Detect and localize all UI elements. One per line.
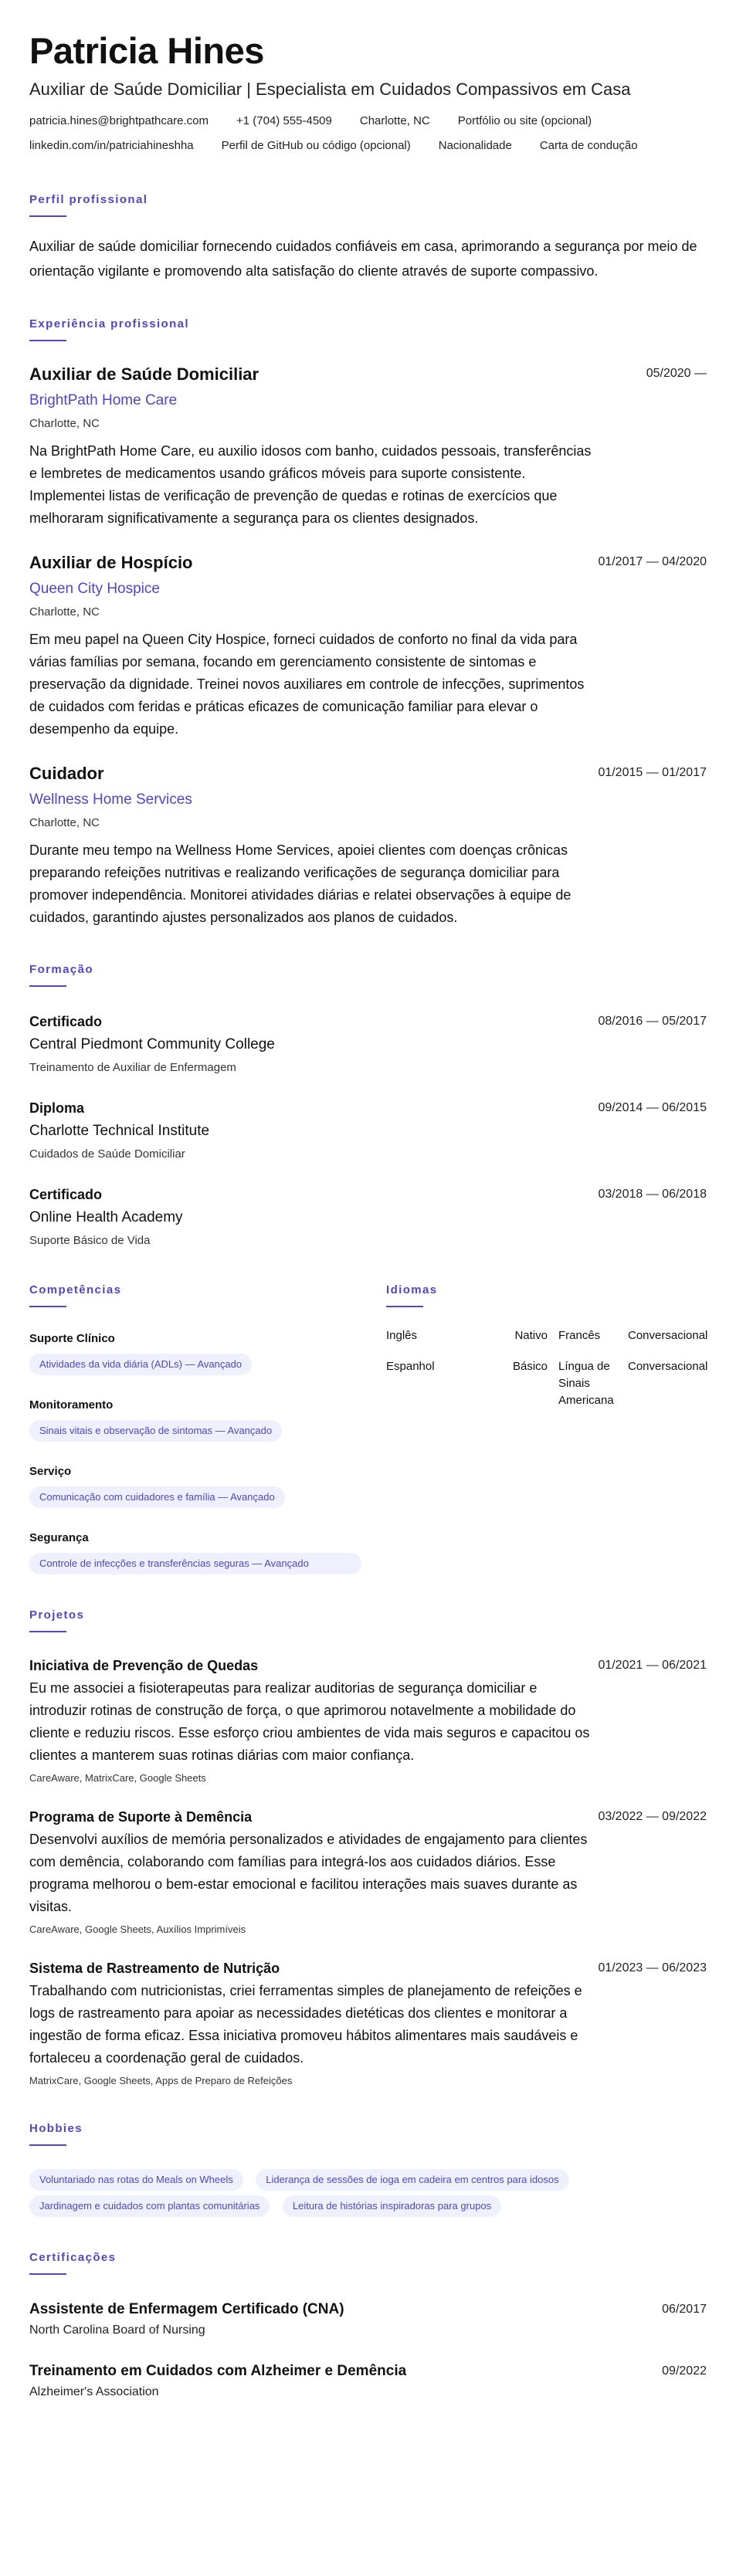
job-company: BrightPath Home Care: [29, 392, 178, 408]
experience-section: [29, 317, 707, 929]
contact-portfolio[interactable]: Portfólio ou site (opcional): [457, 114, 592, 127]
field-of-study: Cuidados de Saúde Domiciliar: [29, 1147, 185, 1161]
skill-category: Suporte Clínico: [29, 1332, 115, 1345]
degree: Certificado: [29, 1014, 103, 1029]
certifications-section: [29, 2251, 707, 2401]
skill-category: Monitoramento: [29, 1398, 114, 1412]
language-name: Inglês: [386, 1329, 418, 1342]
field-of-study: Suporte Básico de Vida: [29, 1234, 151, 1247]
contact-email[interactable]: patricia.hines@brightpathcare.com: [29, 114, 209, 127]
job-description: Durante meu tempo na Wellness Home Services, apoiei clientes com doenças crônicas preparando refeições nutritivas e realizando verificações de segurança domiciliar para promover independência. Monitorei atividades diárias e relatei observações à equipe de cuidados, garantindo ajustes personalizados aos planos de cuidados.: [29, 842, 572, 925]
skill-chip: Comunicação com cuidadores e família — Avançado: [29, 1486, 285, 1508]
education-date: 08/2016 — 05/2017: [598, 1015, 707, 1028]
job-title: Cuidador: [29, 764, 104, 783]
contact-linkedin[interactable]: linkedin.com/in/patriciahineshha: [29, 139, 194, 152]
contact-nationality: Nacionalidade: [438, 139, 512, 152]
project-title: Iniciativa de Prevenção de Quedas: [29, 1658, 259, 1673]
education-item: [29, 1185, 707, 1249]
contact-location: Charlotte, NC: [359, 114, 430, 127]
language-name: Língua de Sinais Americana: [558, 1360, 614, 1407]
candidate-name: Patricia Hines: [29, 30, 264, 71]
language-level: Nativo: [514, 1329, 548, 1342]
language-name: Francês: [558, 1329, 601, 1342]
contact-license: Carta de condução: [539, 139, 638, 152]
section-title: Certificações: [29, 2251, 117, 2264]
project-tools: MatrixCare, Google Sheets, Apps de Preparo de Refeições: [29, 2075, 293, 2086]
contact-list: [29, 113, 707, 154]
language-row: [386, 1327, 721, 1344]
skill-category: Segurança: [29, 1531, 89, 1544]
job-title: Auxiliar de Saúde Domiciliar: [29, 364, 259, 384]
language-level: Conversacional: [628, 1329, 708, 1342]
section-title: Competências: [29, 1283, 122, 1296]
experience-item: [29, 363, 707, 530]
degree: Diploma: [29, 1100, 85, 1116]
contact-phone[interactable]: +1 (704) 555-4509: [236, 114, 332, 127]
language-level: Conversacional: [628, 1360, 708, 1373]
skill-chip: Sinais vitais e observação de sintomas — Avançado: [29, 1420, 282, 1442]
section-rule: [386, 1306, 423, 1307]
job-location: Charlotte, NC: [29, 605, 100, 619]
skill-category: Serviço: [29, 1465, 72, 1478]
project-description: Desenvolvi auxílios de memória personalizados e atividades de engajamento para clientes com demência, colaborando com famílias para integrá-los aos cuidados diários. Esse programa melhorou o bem-estar emocional e facilitou interações mais suaves durante as visitas.: [29, 1832, 588, 1914]
section-rule: [29, 215, 66, 217]
experience-item: [29, 762, 707, 929]
certification-title: Assistente de Enfermagem Certificado (CNA): [29, 2301, 344, 2317]
languages-table: [386, 1327, 721, 1409]
job-title: Auxiliar de Hospício: [29, 553, 193, 572]
section-title: Experiência profissional: [29, 317, 189, 330]
project-date: 01/2021 — 06/2021: [598, 1659, 707, 1672]
skill-chip: Controle de infecções e transferências seguras — Avançado: [29, 1553, 361, 1574]
projects-section: [29, 1608, 707, 2088]
education-date: 09/2014 — 06/2015: [598, 1101, 707, 1114]
hobby-chip: Leitura de histórias inspiradoras para grupos: [283, 2195, 501, 2217]
hobby-chip: Jardinagem e cuidados com plantas comunitárias: [29, 2195, 270, 2217]
project-date: 01/2023 — 06/2023: [598, 1961, 707, 1974]
certification-issuer: North Carolina Board of Nursing: [29, 2323, 205, 2337]
project-date: 03/2022 — 09/2022: [598, 1810, 707, 1823]
job-date: 01/2015 — 01/2017: [598, 766, 707, 779]
section-rule: [29, 2273, 66, 2275]
contact-github[interactable]: Perfil de GitHub ou código (opcional): [221, 139, 411, 152]
project-description: Trabalhando com nutricionistas, criei ferramentas simples de planejamento de refeições e logs de rastreamento para apoiar as necessidades dietéticas dos clientes e monitorar a ingestão de forma eficaz. Essa iniciativa promoveu hábitos alimentares mais saudáveis e fortaleceu a coordenação geral de cuidados.: [29, 1983, 582, 2066]
language-name: Espanhol: [386, 1360, 435, 1373]
hobbies-section: [29, 2122, 707, 2217]
hobby-chip: Voluntariado nas rotas do Meals on Wheels: [29, 2169, 243, 2191]
job-location: Charlotte, NC: [29, 816, 100, 829]
certification-title: Treinamento em Cuidados com Alzheimer e Demência: [29, 2363, 407, 2379]
school: Central Piedmont Community College: [29, 1036, 275, 1052]
section-title: Perfil profissional: [29, 193, 148, 206]
job-company: Queen City Hospice: [29, 581, 160, 597]
project-item: [29, 1807, 707, 1937]
certification-item: [29, 2300, 707, 2340]
field-of-study: Treinamento de Auxiliar de Enfermagem: [29, 1061, 236, 1074]
language-row: [386, 1358, 721, 1409]
section-title: Hobbies: [29, 2122, 83, 2135]
hobbies-list: [29, 2164, 709, 2217]
section-rule: [29, 340, 66, 341]
skills-column: [29, 1283, 361, 1574]
section-rule: [29, 1306, 66, 1307]
project-tools: CareAware, MatrixCare, Google Sheets: [29, 1772, 206, 1784]
certification-date: 06/2017: [662, 2303, 707, 2316]
skills-languages-section: [29, 1283, 707, 1574]
education-date: 03/2018 — 06/2018: [598, 1188, 707, 1201]
summary-section: [29, 193, 707, 283]
job-date: 01/2017 — 04/2020: [598, 555, 707, 568]
language-level: Básico: [512, 1360, 548, 1373]
education-section: [29, 963, 707, 1249]
summary-text: Auxiliar de saúde domiciliar fornecendo cuidados confiáveis em casa, aprimorando a segurança por meio de orientação vigilante e promovendo alta satisfação do cliente através de suporte compassivo.: [29, 239, 697, 279]
project-description: Eu me associei a fisioterapeutas para realizar auditorias de segurança domiciliar e introduzir rotinas de construção de força, o que aprimorou notavelmente a mobilidade do cliente e reduziu riscos. Esse esforço criou ambientes de vida mais seguros e capacitou os clientes a manterem suas rotinas diárias com maior confiança.: [29, 1680, 590, 1763]
project-title: Programa de Suporte à Demência: [29, 1809, 253, 1825]
project-item: [29, 1656, 707, 1785]
section-title: Projetos: [29, 1608, 85, 1622]
section-rule: [29, 2144, 66, 2146]
degree: Certificado: [29, 1187, 103, 1202]
education-item: [29, 1098, 707, 1163]
job-company: Wellness Home Services: [29, 791, 192, 808]
certification-issuer: Alzheimer's Association: [29, 2385, 159, 2398]
project-tools: CareAware, Google Sheets, Auxílios Imprimíveis: [29, 1924, 246, 1935]
job-description: Em meu papel na Queen City Hospice, forneci cuidados de conforto no final da vida para várias famílias por semana, focando em gerenciamento consistente de sintomas e preservação da dignidade. Treinei novos auxiliares em controle de infecções, suprimentos de cuidados com feridas e práticas eficazes de comunicação familiar para elevar o desempenho da equipe.: [29, 632, 585, 737]
education-item: [29, 1012, 707, 1076]
job-location: Charlotte, NC: [29, 417, 100, 430]
project-item: [29, 1958, 707, 2088]
section-title: Formação: [29, 963, 93, 976]
skill-chip: Atividades da vida diária (ADLs) — Avançado: [29, 1354, 252, 1375]
resume-header: [29, 31, 707, 154]
experience-item: [29, 551, 707, 741]
section-title: Idiomas: [386, 1283, 438, 1296]
project-title: Sistema de Rastreamento de Nutrição: [29, 1961, 280, 1976]
job-date: 05/2020 —: [646, 367, 707, 380]
certification-date: 09/2022: [662, 2364, 707, 2378]
languages-column: [386, 1283, 721, 1574]
hobby-chip: Liderança de sessões de ioga em cadeira em centros para idosos: [256, 2169, 568, 2191]
school: Charlotte Technical Institute: [29, 1123, 210, 1139]
job-description: Na BrightPath Home Care, eu auxilio idosos com banho, cuidados pessoais, transferências e lembretes de medicamentos usando gráficos móveis para suporte consistente. Implementei listas de verificação de prevenção de quedas e rotinas de exercícios que melhoraram significativamente a segurança para os clientes designados.: [29, 443, 592, 526]
candidate-headline: Auxiliar de Saúde Domiciliar | Especialista em Cuidados Compassivos em Casa: [29, 80, 631, 99]
school: Online Health Academy: [29, 1209, 183, 1225]
section-rule: [29, 1631, 66, 1632]
certification-item: [29, 2361, 707, 2401]
section-rule: [29, 985, 66, 987]
